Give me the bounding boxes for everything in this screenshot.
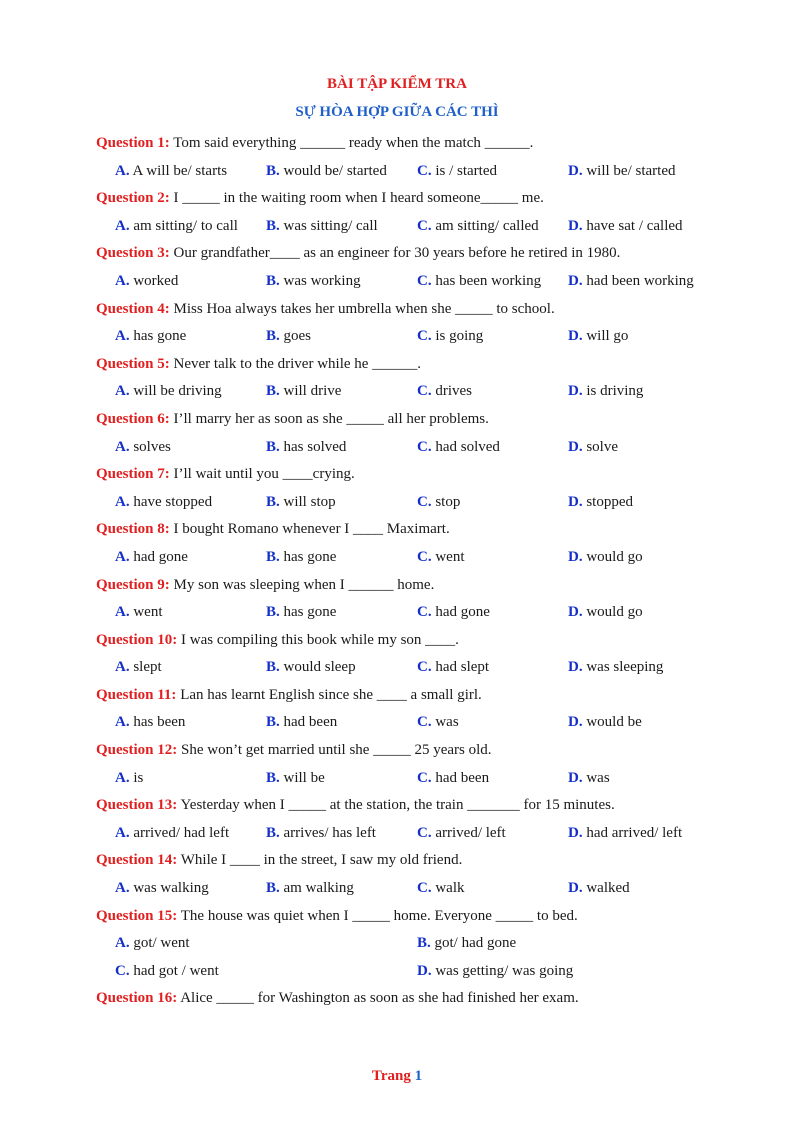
answer-option[interactable] [115, 158, 227, 186]
question-text: She won’t get married until she _____ 25 years old. [177, 742, 492, 759]
answer-option[interactable] [266, 213, 378, 241]
question-label: Question 16: [96, 990, 178, 1007]
answer-option[interactable] [568, 599, 643, 627]
option-text: has been working [431, 272, 542, 289]
answer-option[interactable] [417, 158, 497, 186]
option-text: A will be/ starts [129, 162, 228, 179]
option-text: had been [279, 714, 338, 731]
question-item [0, 903, 794, 931]
option-text: arrived/ had left [129, 824, 230, 841]
answer-option[interactable] [417, 434, 500, 462]
option-text: had got / went [129, 962, 219, 979]
option-letter: D. [417, 962, 432, 979]
answer-option[interactable] [568, 544, 643, 572]
question-item [0, 682, 794, 710]
answer-option[interactable] [266, 709, 337, 737]
option-text: is [129, 769, 144, 786]
question-item [0, 792, 794, 820]
question-item [0, 406, 794, 434]
answer-option[interactable] [115, 434, 171, 462]
option-text: am sitting/ called [431, 217, 539, 234]
option-text: had gone [129, 548, 188, 565]
answer-option[interactable] [266, 323, 311, 351]
option-letter: A. [115, 880, 130, 897]
question-item [0, 461, 794, 489]
option-text: arrived/ left [431, 824, 506, 841]
answer-option[interactable] [115, 213, 238, 241]
question-item [0, 847, 794, 875]
option-text: would sleep [279, 659, 356, 676]
option-text: was getting/ was going [431, 962, 574, 979]
question-item [0, 516, 794, 544]
option-text: is / started [431, 162, 497, 179]
option-letter: D. [568, 328, 583, 345]
question-label: Question 5: [96, 355, 170, 372]
options-row [0, 323, 794, 351]
question-text: Alice _____ for Washington as soon as she had finished her exam. [177, 990, 579, 1007]
option-letter: D. [568, 769, 583, 786]
option-letter: D. [568, 824, 583, 841]
answer-option[interactable] [266, 544, 336, 572]
answer-option[interactable] [266, 765, 325, 793]
option-text: will go [582, 328, 629, 345]
answer-option[interactable] [417, 213, 539, 241]
answer-option[interactable] [266, 489, 336, 517]
answer-option[interactable] [568, 654, 663, 682]
option-text: has gone [279, 604, 337, 621]
option-letter: A. [115, 383, 130, 400]
option-text: solves [129, 438, 171, 455]
answer-option[interactable] [417, 323, 483, 351]
option-text: got/ had gone [430, 935, 517, 952]
option-letter: C. [417, 272, 432, 289]
options-row [0, 378, 794, 406]
options-row [0, 544, 794, 572]
answer-option[interactable] [115, 544, 188, 572]
option-text: stopped [582, 493, 634, 510]
option-text: would go [582, 604, 643, 621]
option-letter: A. [115, 438, 130, 455]
question-label: Question 14: [96, 852, 178, 869]
question-item [0, 240, 794, 268]
option-letter: B. [266, 272, 280, 289]
option-text: walked [582, 880, 630, 897]
option-letter: B. [266, 493, 280, 510]
answer-option[interactable] [115, 323, 186, 351]
answer-option[interactable] [568, 213, 683, 241]
answer-option[interactable] [568, 268, 694, 296]
option-text: solve [582, 438, 619, 455]
answer-option[interactable] [568, 765, 610, 793]
question-text: I’ll wait until you ____crying. [169, 466, 355, 483]
worksheet-title: BÀI TẬP KIỂM TRA [327, 76, 467, 92]
options-row [0, 765, 794, 793]
footer-label: Trang [371, 1068, 411, 1084]
question-item [0, 627, 794, 655]
option-letter: C. [417, 659, 432, 676]
option-text: will be [279, 769, 325, 786]
question-label: Question 8: [96, 521, 170, 538]
options-row [0, 158, 794, 186]
option-text: will stop [279, 493, 336, 510]
answer-option[interactable] [115, 765, 143, 793]
question-label: Question 10: [96, 631, 178, 648]
answer-option[interactable] [266, 820, 376, 848]
option-text: worked [129, 272, 179, 289]
question-text: Yesterday when I _____ at the station, the train _______ for 15 minutes. [177, 797, 615, 814]
question-label: Question 11: [96, 686, 177, 703]
option-letter: B. [266, 659, 280, 676]
answer-option[interactable] [417, 599, 490, 627]
option-letter: C. [417, 493, 432, 510]
answer-option[interactable] [115, 489, 212, 517]
option-letter: D. [568, 162, 583, 179]
option-letter: D. [568, 659, 583, 676]
option-letter: A. [115, 493, 130, 510]
option-letter: C. [417, 548, 432, 565]
question-list [0, 130, 794, 1013]
question-text: Lan has learnt English since she ____ a small girl. [176, 686, 482, 703]
question-text: Miss Hoa always takes her umbrella when she _____ to school. [169, 300, 555, 317]
options-row [0, 875, 794, 903]
option-letter: B. [266, 383, 280, 400]
option-text: will be driving [129, 383, 222, 400]
option-letter: A. [115, 548, 130, 565]
answer-option[interactable] [266, 654, 356, 682]
option-letter: A. [115, 162, 130, 179]
option-text: will drive [279, 383, 342, 400]
option-letter: D. [568, 438, 583, 455]
answer-option[interactable] [417, 958, 573, 986]
option-text: had gone [431, 604, 490, 621]
option-letter: A. [115, 604, 130, 621]
question-text: I’ll marry her as soon as she _____ all her problems. [169, 410, 489, 427]
option-letter: B. [266, 880, 280, 897]
option-letter: B. [417, 935, 431, 952]
option-text: am walking [279, 880, 354, 897]
question-item [0, 130, 794, 158]
question-label: Question 1: [96, 135, 170, 151]
options-row [0, 930, 794, 958]
option-text: goes [279, 328, 312, 345]
question-label: Question 6: [96, 410, 170, 427]
option-text: had slept [431, 659, 490, 676]
question-item [0, 985, 794, 1013]
options-row [0, 213, 794, 241]
question-text: I _____ in the waiting room when I heard someone_____ me. [169, 190, 544, 207]
answer-option[interactable] [568, 820, 682, 848]
option-text: has been [129, 714, 186, 731]
option-letter: C. [115, 962, 130, 979]
option-text: slept [129, 659, 162, 676]
answer-option[interactable] [417, 930, 516, 958]
question-text: I bought Romano whenever I ____ Maximart. [169, 521, 450, 538]
answer-option[interactable] [115, 378, 222, 406]
answer-option[interactable] [115, 709, 185, 737]
option-letter: D. [568, 604, 583, 621]
question-item [0, 737, 794, 765]
answer-option[interactable] [266, 599, 336, 627]
option-letter: B. [266, 714, 280, 731]
question-text: Our grandfather____ as an engineer for 30 years before he retired in 1980. [169, 245, 621, 262]
option-text: had been [431, 769, 490, 786]
option-text: would be [582, 714, 642, 731]
question-item [0, 185, 794, 213]
option-letter: D. [568, 383, 583, 400]
option-letter: B. [266, 548, 280, 565]
option-text: would be/ started [279, 162, 387, 179]
answer-option[interactable] [266, 158, 387, 186]
option-text: was sleeping [582, 659, 664, 676]
option-letter: D. [568, 880, 583, 897]
option-text: am sitting/ to call [129, 217, 238, 234]
option-letter: D. [568, 493, 583, 510]
option-letter: C. [417, 217, 432, 234]
answer-option[interactable] [417, 654, 489, 682]
option-letter: C. [417, 880, 432, 897]
answer-option[interactable] [266, 378, 341, 406]
option-text: arrives/ has left [279, 824, 376, 841]
answer-option[interactable] [417, 875, 465, 903]
answer-option[interactable] [266, 434, 346, 462]
option-text: has gone [129, 328, 187, 345]
answer-option[interactable] [417, 709, 459, 737]
option-letter: B. [266, 604, 280, 621]
option-text: was [431, 714, 459, 731]
question-text: The house was quiet when I _____ home. Everyone _____ to bed. [177, 907, 578, 924]
answer-option[interactable] [568, 323, 628, 351]
option-letter: D. [568, 548, 583, 565]
answer-option[interactable] [115, 654, 162, 682]
option-text: had arrived/ left [582, 824, 683, 841]
answer-option[interactable] [417, 765, 489, 793]
option-text: has gone [279, 548, 337, 565]
answer-option[interactable] [115, 599, 163, 627]
question-item [0, 351, 794, 379]
option-letter: A. [115, 328, 130, 345]
options-row [0, 268, 794, 296]
question-item [0, 572, 794, 600]
option-letter: A. [115, 824, 130, 841]
answer-option[interactable] [417, 489, 460, 517]
option-text: has solved [279, 438, 347, 455]
question-label: Question 7: [96, 466, 170, 483]
answer-option[interactable] [417, 820, 506, 848]
option-letter: B. [266, 162, 280, 179]
answer-option[interactable] [266, 268, 361, 296]
option-text: have stopped [129, 493, 213, 510]
options-row [0, 654, 794, 682]
answer-option[interactable] [115, 958, 219, 986]
option-letter: C. [417, 383, 432, 400]
option-text: have sat / called [582, 217, 683, 234]
option-text: had solved [431, 438, 500, 455]
option-letter: A. [115, 769, 130, 786]
option-text: was sitting/ call [279, 217, 378, 234]
answer-option[interactable] [417, 544, 465, 572]
answer-option[interactable] [568, 489, 633, 517]
option-letter: A. [115, 217, 130, 234]
answer-option[interactable] [115, 268, 178, 296]
option-text: was working [279, 272, 361, 289]
question-item [0, 296, 794, 324]
answer-option[interactable] [115, 930, 190, 958]
answer-option[interactable] [266, 875, 354, 903]
option-letter: A. [115, 714, 130, 731]
options-row [0, 489, 794, 517]
question-label: Question 2: [96, 190, 170, 207]
option-letter: C. [417, 824, 432, 841]
answer-option[interactable] [568, 378, 643, 406]
option-text: was [582, 769, 610, 786]
option-text: is going [431, 328, 484, 345]
answer-option[interactable] [115, 820, 229, 848]
option-letter: D. [568, 714, 583, 731]
option-letter: B. [266, 438, 280, 455]
answer-option[interactable] [568, 709, 642, 737]
question-text: Tom said everything ______ ready when the match ______. [169, 135, 534, 151]
option-letter: C. [417, 328, 432, 345]
question-label: Question 12: [96, 742, 178, 759]
option-text: was walking [129, 880, 209, 897]
answer-option[interactable] [417, 268, 541, 296]
option-text: drives [431, 383, 473, 400]
question-text: Never talk to the driver while he ______. [169, 355, 421, 372]
options-row [0, 709, 794, 737]
options-row [0, 434, 794, 462]
question-text: While I ____ in the street, I saw my old friend. [177, 852, 463, 869]
question-text: I was compiling this book while my son ____. [177, 631, 459, 648]
worksheet-subtitle: SỰ HÒA HỢP GIỮA CÁC THÌ [295, 104, 499, 120]
option-text: walk [431, 880, 465, 897]
answer-option[interactable] [568, 875, 630, 903]
option-letter: C. [417, 604, 432, 621]
question-label: Question 15: [96, 907, 178, 924]
question-label: Question 13: [96, 797, 178, 814]
option-letter: B. [266, 824, 280, 841]
answer-option[interactable] [568, 434, 618, 462]
option-letter: B. [266, 328, 280, 345]
option-text: had been working [582, 272, 694, 289]
options-row [0, 820, 794, 848]
option-text: will be/ started [582, 162, 676, 179]
option-letter: C. [417, 162, 432, 179]
option-letter: B. [266, 217, 280, 234]
question-label: Question 9: [96, 576, 170, 593]
question-label: Question 4: [96, 300, 170, 317]
page-footer [0, 1068, 794, 1085]
option-text: is driving [582, 383, 644, 400]
option-letter: C. [417, 769, 432, 786]
option-letter: A. [115, 272, 130, 289]
answer-option[interactable] [115, 875, 209, 903]
option-text: stop [431, 493, 461, 510]
answer-option[interactable] [568, 158, 676, 186]
option-letter: B. [266, 769, 280, 786]
options-row [0, 958, 794, 986]
option-text: went [431, 548, 465, 565]
option-letter: A. [115, 935, 130, 952]
option-letter: C. [417, 714, 432, 731]
option-text: went [129, 604, 163, 621]
option-letter: C. [417, 438, 432, 455]
option-letter: A. [115, 659, 130, 676]
option-text: got/ went [129, 935, 190, 952]
question-label: Question 3: [96, 245, 170, 262]
options-row [0, 599, 794, 627]
option-letter: D. [568, 272, 583, 289]
question-text: My son was sleeping when I ______ home. [169, 576, 435, 593]
option-text: would go [582, 548, 643, 565]
page-number: 1 [414, 1068, 423, 1084]
option-letter: D. [568, 217, 583, 234]
answer-option[interactable] [417, 378, 472, 406]
